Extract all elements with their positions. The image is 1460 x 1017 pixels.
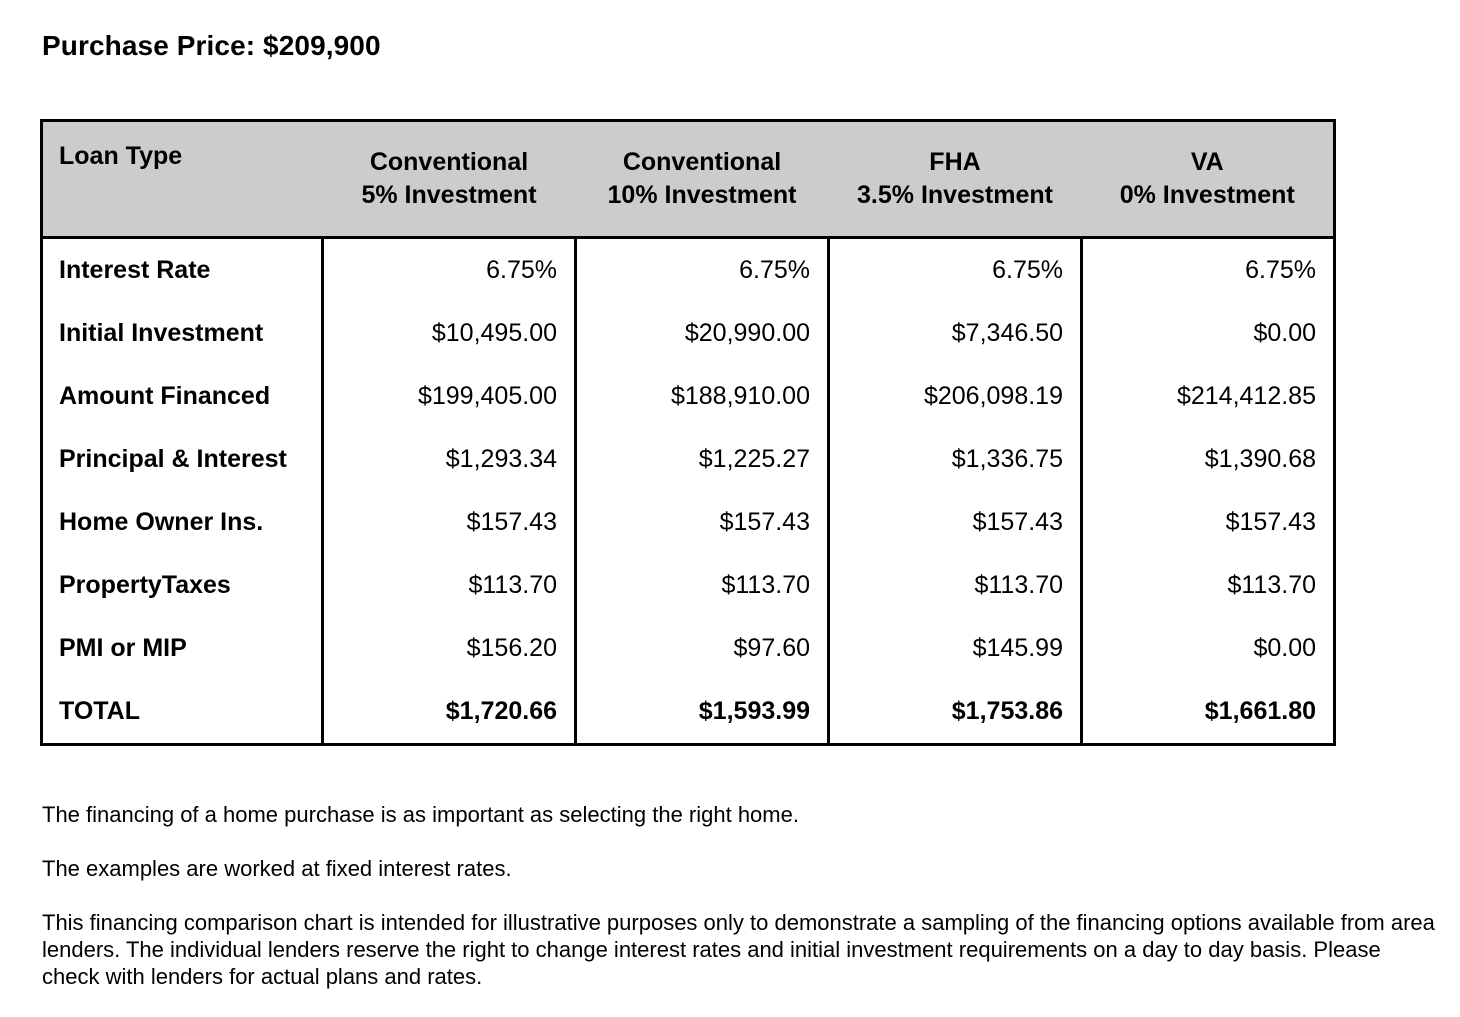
header-line1: Conventional <box>622 148 782 176</box>
page-title: Purchase Price: $209,900 <box>42 30 381 61</box>
row-label: Initial Investment <box>59 319 264 347</box>
header-loan-type: Loan Type <box>42 121 323 238</box>
table-row-amount-financed <box>42 365 1335 428</box>
cell-value: $1,390.68 <box>1082 428 1335 491</box>
table-row-interest-rate <box>42 238 1335 303</box>
cell-value: $206,098.19 <box>829 365 1082 428</box>
cell-value: $1,753.86 <box>829 680 1082 745</box>
header-conventional-10 <box>576 121 829 238</box>
table-row-property-taxes <box>42 554 1335 617</box>
cell-value: $157.43 <box>1082 491 1335 554</box>
cell-value: 6.75% <box>1082 238 1335 303</box>
cell-value: $214,412.85 <box>1082 365 1335 428</box>
table-row-initial-investment <box>42 302 1335 365</box>
row-label: PropertyTaxes <box>59 571 231 599</box>
cell-value: $145.99 <box>829 617 1082 680</box>
table-row-pmi-mip <box>42 617 1335 680</box>
header-line1: VA <box>1190 148 1224 176</box>
row-label: PMI or MIP <box>59 634 187 662</box>
cell-value: $1,336.75 <box>829 428 1082 491</box>
cell-value: $1,593.99 <box>576 680 829 745</box>
row-label: Interest Rate <box>59 256 211 284</box>
cell-value: $156.20 <box>323 617 576 680</box>
row-label: Principal & Interest <box>59 445 287 473</box>
cell-value: $157.43 <box>829 491 1082 554</box>
header-fha <box>829 121 1082 238</box>
cell-value: $157.43 <box>576 491 829 554</box>
header-line1: FHA <box>929 148 981 176</box>
table-row-total <box>42 680 1335 745</box>
cell-value: $10,495.00 <box>323 302 576 365</box>
cell-value: $97.60 <box>576 617 829 680</box>
note-paragraph: The financing of a home purchase is as important as selecting the right home. <box>42 802 799 827</box>
financing-comparison-table <box>40 119 1336 746</box>
cell-value: $1,293.34 <box>323 428 576 491</box>
header-line2: 3.5% Investment <box>857 181 1053 209</box>
disclaimer-notes <box>42 801 1442 1017</box>
cell-value: $7,346.50 <box>829 302 1082 365</box>
cell-value: $113.70 <box>829 554 1082 617</box>
note-paragraph: This financing comparison chart is intended for illustrative purposes only to demonstrate a sampling of the financing options available from area lenders. The individual lenders reserve the right to change interest rates and initial investment requirements on a day to day basis. Please check with lenders for actual plans and rates. <box>42 910 1435 989</box>
header-conventional-5 <box>323 121 576 238</box>
cell-value: $113.70 <box>576 554 829 617</box>
row-label: Home Owner Ins. <box>59 508 264 536</box>
header-line1: Conventional <box>369 148 529 176</box>
cell-value: $20,990.00 <box>576 302 829 365</box>
row-label: TOTAL <box>59 697 141 725</box>
cell-value: $199,405.00 <box>323 365 576 428</box>
cell-value: $113.70 <box>323 554 576 617</box>
table-row-home-owner-ins <box>42 491 1335 554</box>
table-header-row <box>42 121 1335 238</box>
cell-value: 6.75% <box>323 238 576 303</box>
cell-value: $1,225.27 <box>576 428 829 491</box>
cell-value: $1,720.66 <box>323 680 576 745</box>
cell-value: 6.75% <box>576 238 829 303</box>
header-line2: 10% Investment <box>607 181 797 209</box>
table-row-principal-interest <box>42 428 1335 491</box>
row-label: Amount Financed <box>59 382 271 410</box>
cell-value: $0.00 <box>1082 302 1335 365</box>
header-line2: 5% Investment <box>361 181 537 209</box>
note-paragraph: The examples are worked at fixed interest rates. <box>42 856 512 881</box>
cell-value: 6.75% <box>829 238 1082 303</box>
cell-value: $113.70 <box>1082 554 1335 617</box>
header-va <box>1082 121 1335 238</box>
cell-value: $1,661.80 <box>1082 680 1335 745</box>
header-line2: 0% Investment <box>1119 181 1295 209</box>
cell-value: $188,910.00 <box>576 365 829 428</box>
cell-value: $157.43 <box>323 491 576 554</box>
cell-value: $0.00 <box>1082 617 1335 680</box>
